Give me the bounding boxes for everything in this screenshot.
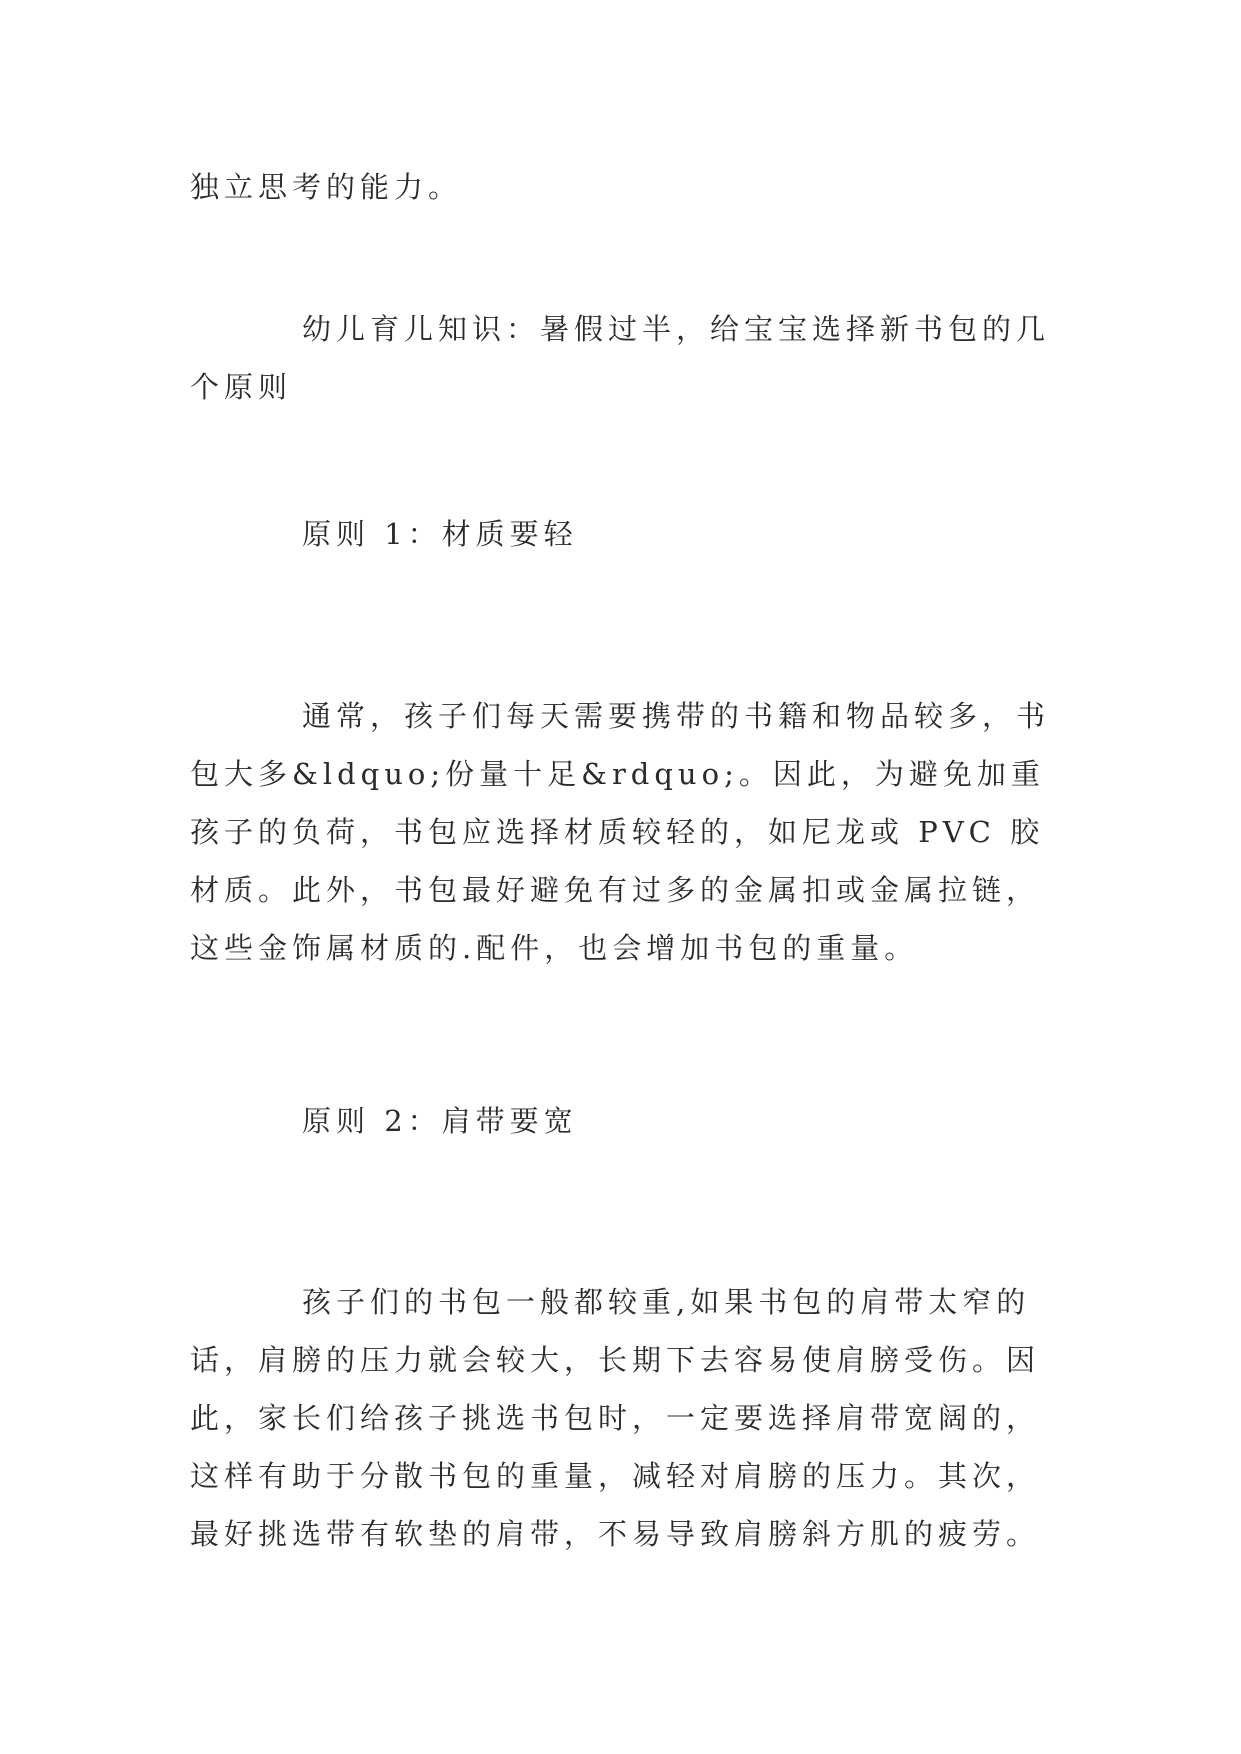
paragraph-shoulder-strap: 孩子们的书包一般都较重,如果书包的肩带太窄的话，肩膀的压力就会较大，长期下去容易使肩膀受伤。因此，家长们给孩子挑选书包时，一定要选择肩带宽阔的，这样有助于分散书包的重量，减轻对肩膀的压力。其次，最好挑选带有软垫的肩带，不易导致肩膀斜方肌的疲劳。 [190,1285,1041,1551]
paragraph-material: 通常，孩子们每天需要携带的书籍和物品较多，书包大多&ldquo;份量十足&rdquo;。因此，为避免加重孩子的负荷，书包应选择材质较轻的，如尼龙或 PVC 胶材质。此外，书包最好避免有过多的金属扣或金属拉链，这些金饰属材质的.配件，也会增加书包的重量。 [190,699,1051,965]
section-heading-1: 原则 1：材质要轻 [302,517,578,551]
section-heading-2: 原则 2：肩带要宽 [302,1104,578,1138]
article-title: 幼儿育儿知识：暑假过半，给宝宝选择新书包的几个原则 [190,312,1051,404]
paragraph-continuation: 独立思考的能力。 [190,170,463,204]
